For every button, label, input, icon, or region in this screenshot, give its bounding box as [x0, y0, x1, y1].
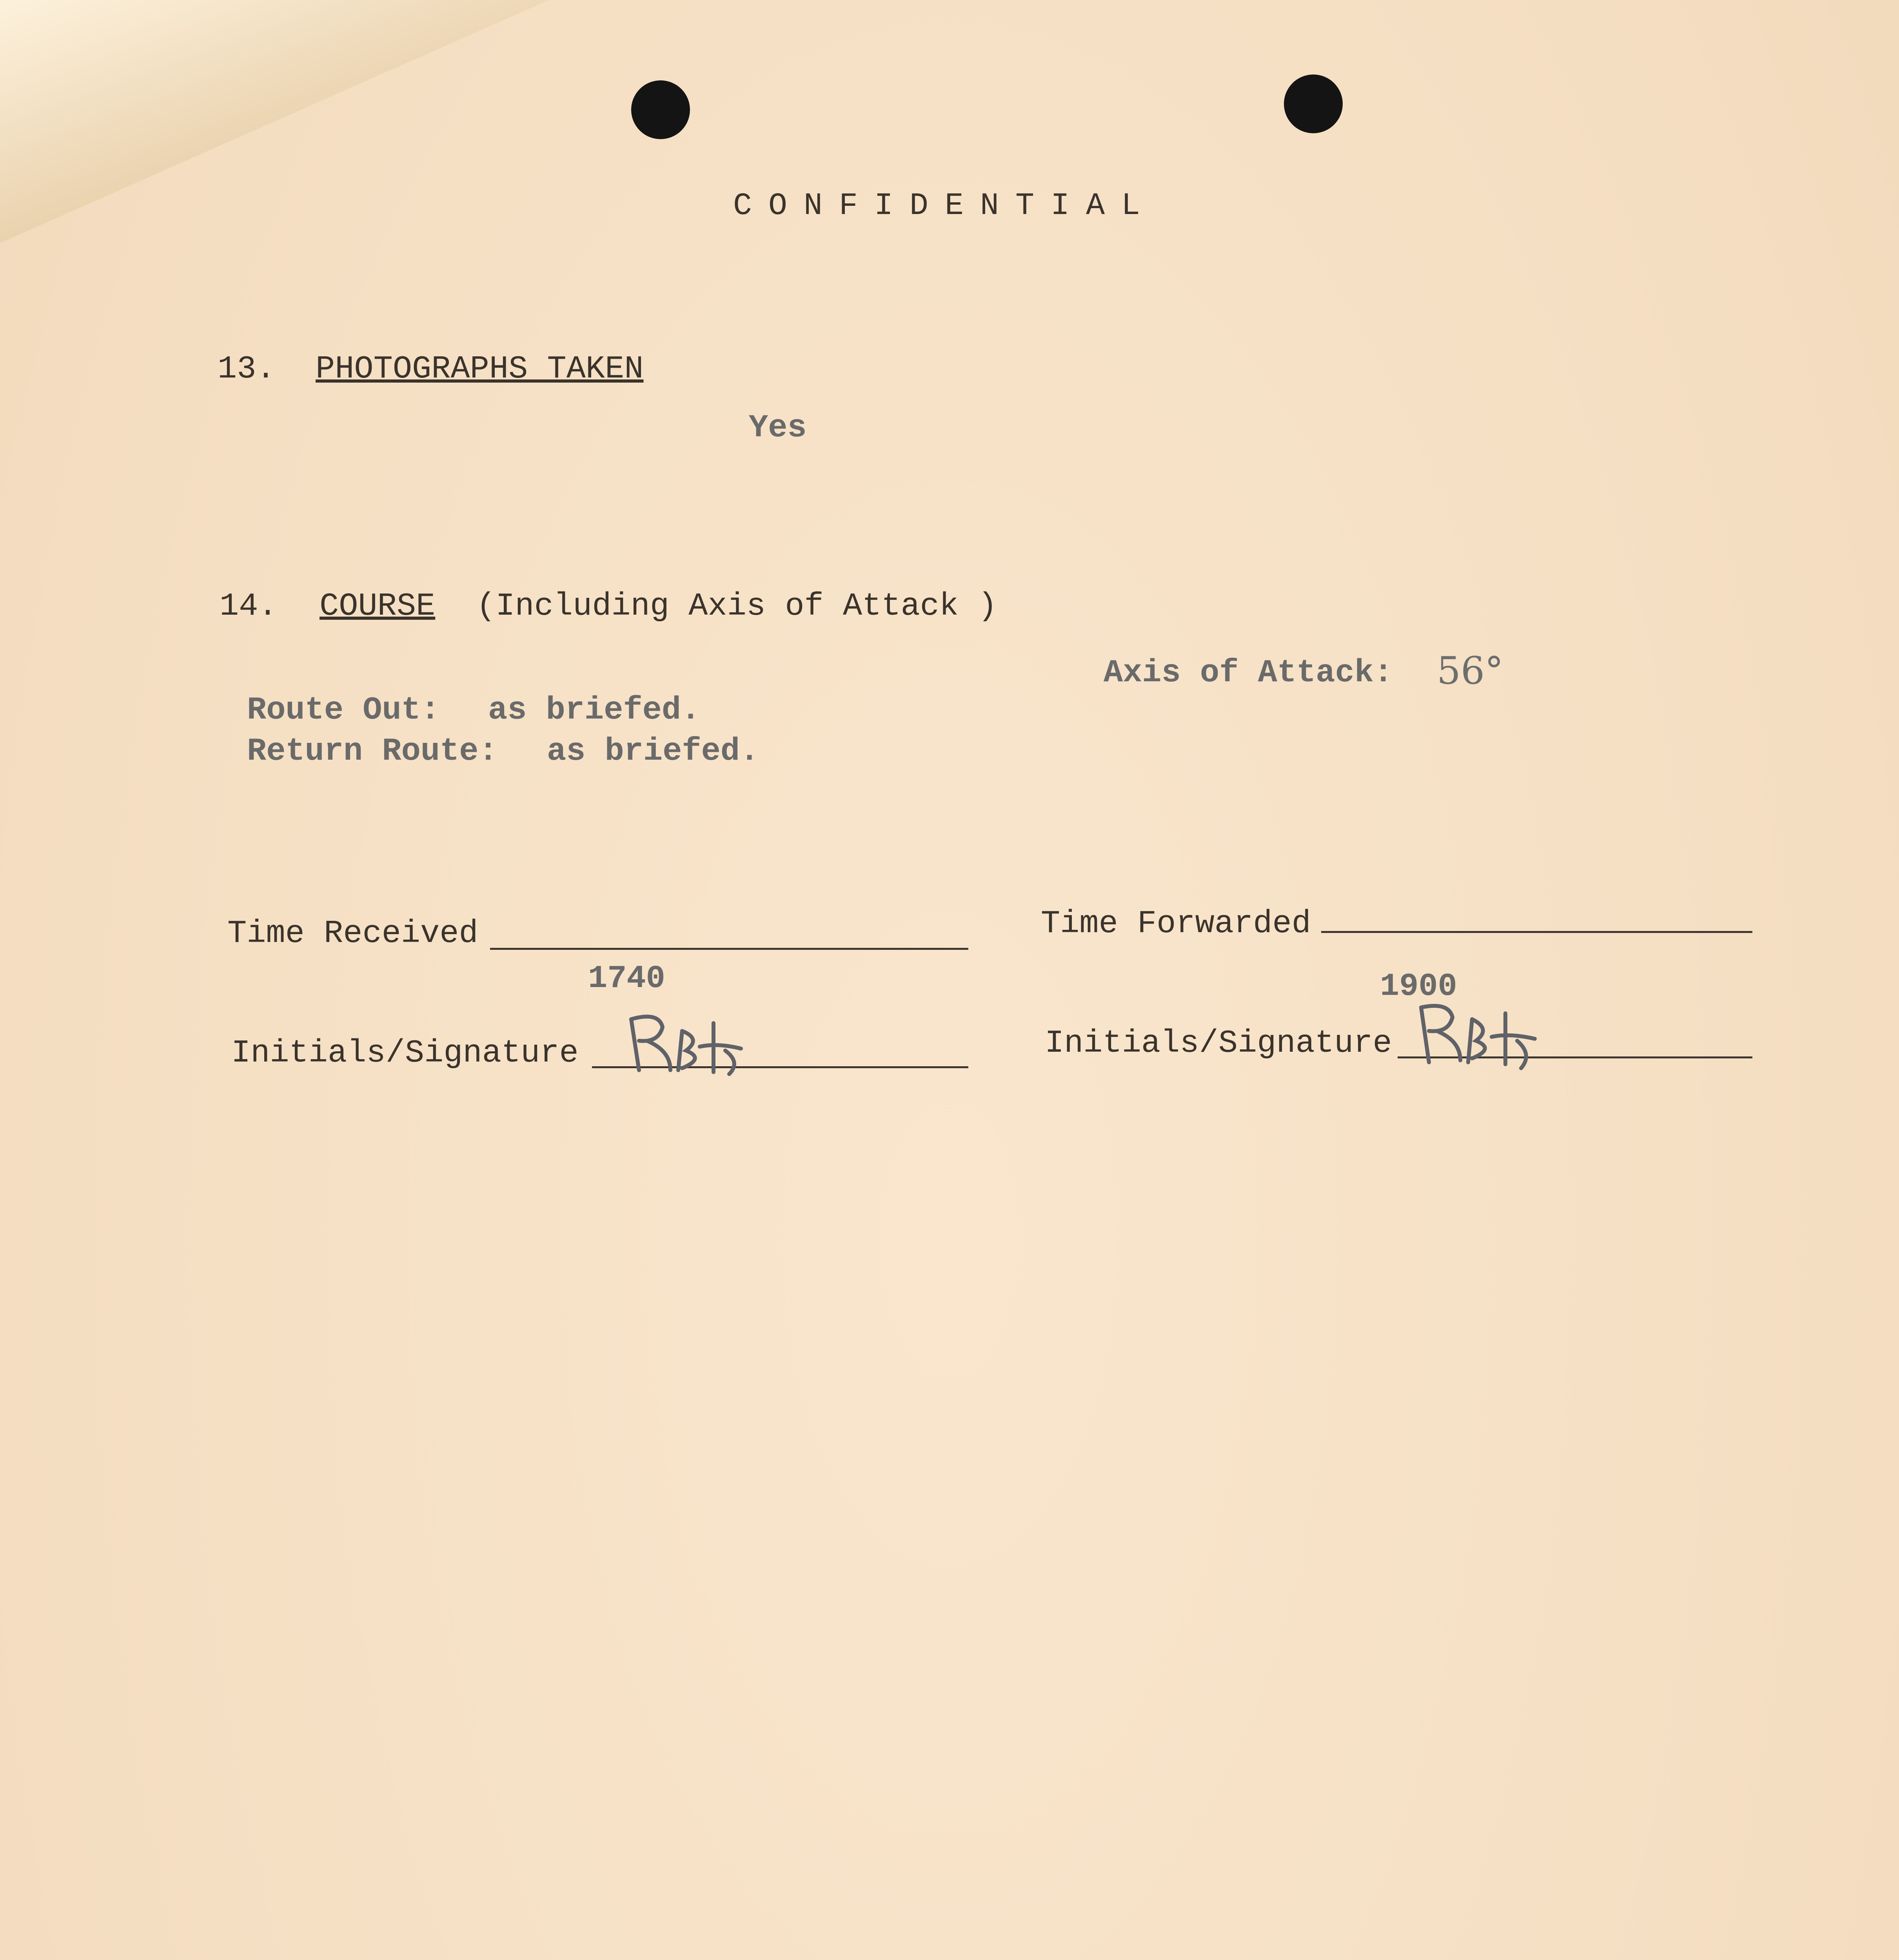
time-received-label: Time Received — [227, 915, 478, 952]
section-14-subtitle: (Including Axis of Attack ) — [476, 588, 997, 624]
header-classification: CONFIDENTIAL — [733, 188, 1157, 224]
initials-left-label: Initials/Signature — [231, 1035, 579, 1071]
section-14-title: COURSE — [320, 588, 436, 624]
route-out-value: as briefed. — [488, 692, 701, 728]
axis-of-attack-value: 56° — [1437, 649, 1504, 693]
time-forwarded-line — [1321, 931, 1752, 933]
photographs-value: Yes — [749, 410, 807, 446]
time-received-line — [490, 948, 968, 950]
initials-right-signature — [1411, 996, 1545, 1074]
section-14-number: 14. — [220, 588, 278, 624]
time-received-value: 1740 — [588, 960, 665, 997]
section-13-number: 13. — [218, 351, 276, 387]
time-forwarded-label: Time Forwarded — [1041, 906, 1311, 942]
axis-of-attack-label: Axis of Attack: — [1104, 655, 1393, 691]
initials-left-signature — [623, 1004, 753, 1078]
punch-hole-left — [631, 80, 690, 139]
punch-hole-right — [1284, 74, 1343, 133]
return-route-value: as briefed. — [547, 733, 759, 769]
initials-right-label: Initials/Signature — [1045, 1025, 1392, 1062]
section-13-title: PHOTOGRAPHS TAKEN — [316, 351, 644, 387]
route-out-label: Route Out: — [247, 692, 440, 728]
return-route-label: Return Route: — [247, 733, 498, 769]
time-forwarded-value: 1900 — [1380, 968, 1457, 1005]
